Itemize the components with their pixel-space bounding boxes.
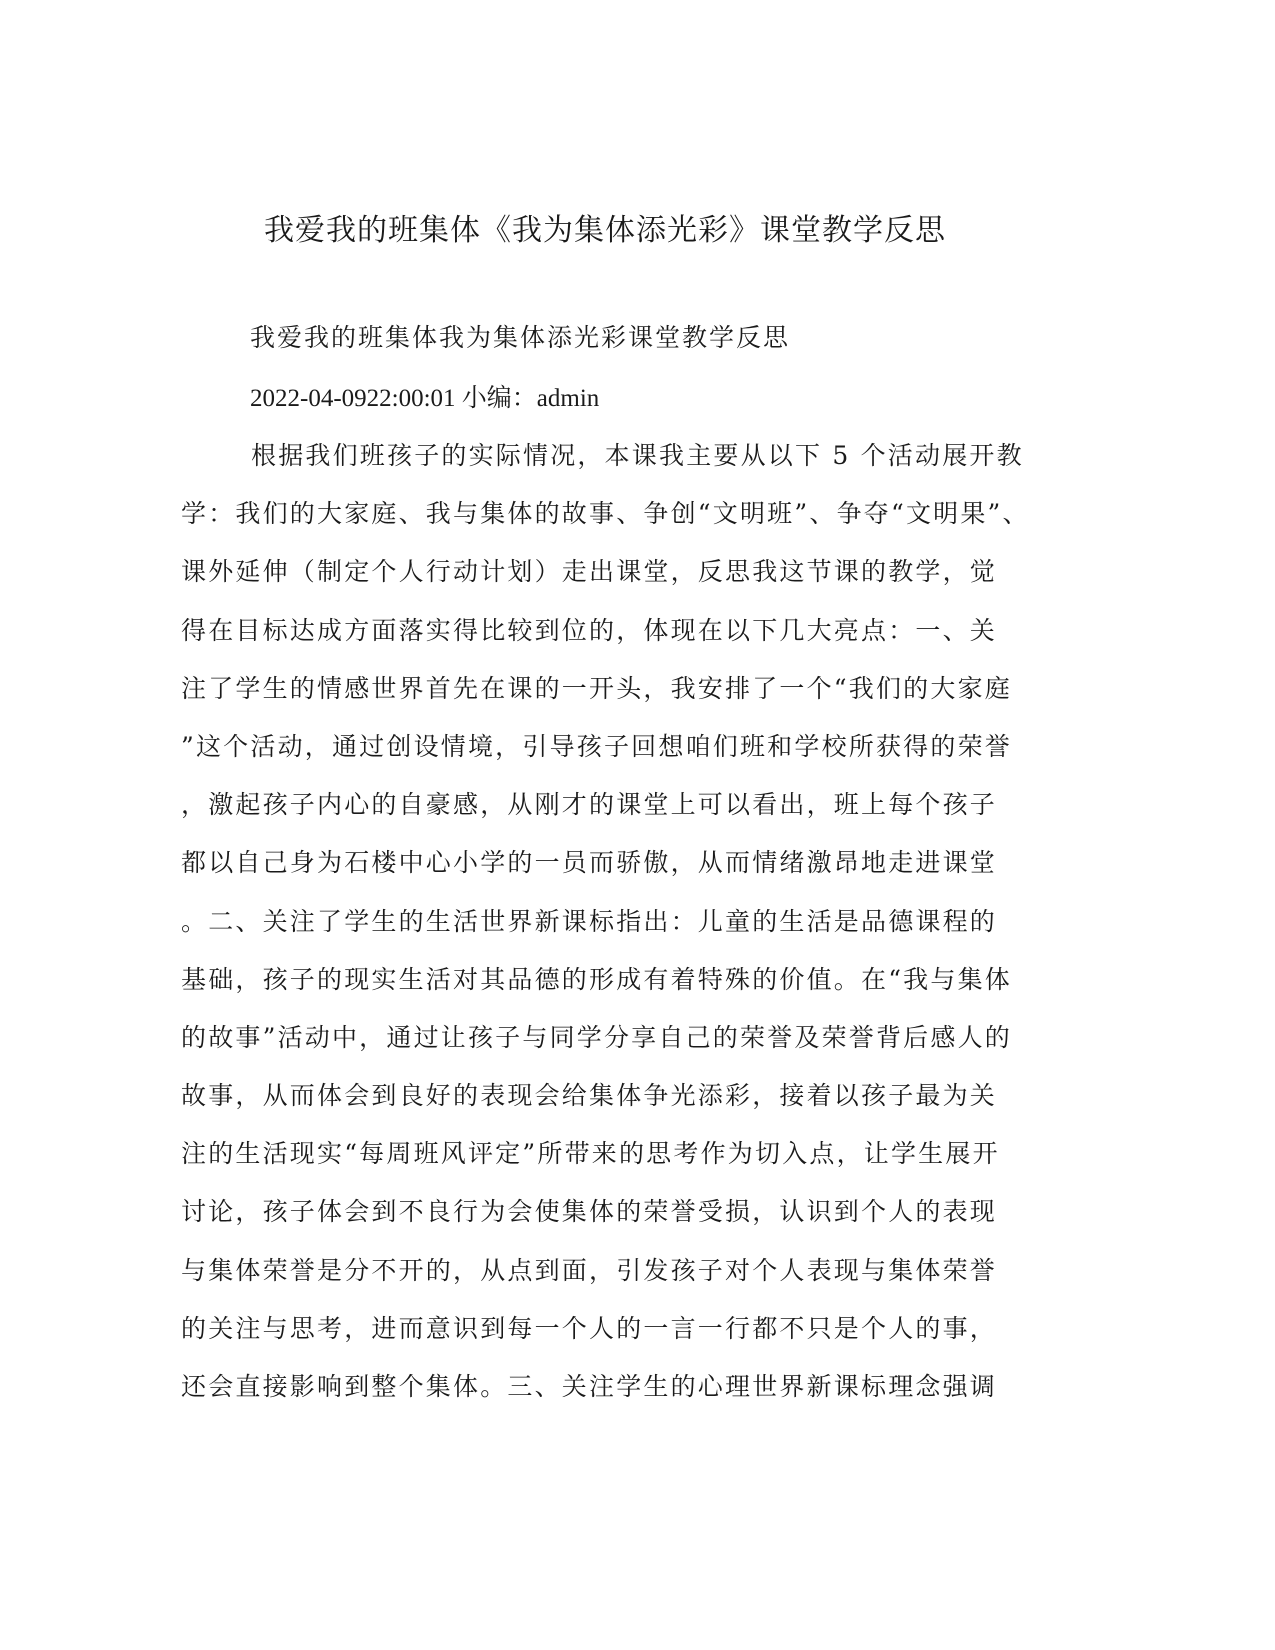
body-line: 得在目标达成方面落实得比较到位的，体现在以下几大亮点：一、关 bbox=[181, 615, 998, 645]
document-subtitle: 我爱我的班集体我为集体添光彩课堂教学反思 bbox=[250, 323, 791, 352]
body-text bbox=[181, 436, 1041, 1425]
body-line: 故事，从而体会到良好的表现会给集体争光添彩，接着以孩子最为关 bbox=[181, 1081, 998, 1111]
body-line: 讨论，孩子体会到不良行为会使集体的荣誉受损，认识到个人的表现 bbox=[181, 1197, 998, 1227]
body-line: 与集体荣誉是分不开的，从点到面，引发孩子对个人表现与集体荣誉 bbox=[181, 1255, 998, 1285]
body-line: ”这个活动，通过创设情境，引导孩子回想咱们班和学校所获得的荣誉 bbox=[181, 731, 1012, 761]
body-line: 注了学生的情感世界首先在课的一开头，我安排了一个“我们的大家庭 bbox=[181, 673, 1012, 703]
body-line: 学：我们的大家庭、我与集体的故事、争创“文明班”、争夺“文明果”、 bbox=[181, 499, 1030, 529]
body-line: 的故事”活动中，通过让孩子与同学分享自己的荣誉及荣誉背后感人的 bbox=[181, 1022, 1012, 1052]
body-line: 课外延伸（制定个人行动计划）走出课堂，反思我这节课的教学，觉 bbox=[181, 557, 998, 587]
body-line: 基础，孩子的现实生活对其品德的形成有着特殊的价值。在“我与集体 bbox=[181, 964, 1012, 994]
body-line: ，激起孩子内心的自豪感，从刚才的课堂上可以看出，班上每个孩子 bbox=[181, 790, 998, 820]
body-line: 根据我们班孩子的实际情况，本课我主要从以下 5 个活动展开教 bbox=[251, 441, 1024, 470]
body-line: 还会直接影响到整个集体。三、关注学生的心理世界新课标理念强调 bbox=[181, 1372, 998, 1401]
body-line: 。二、关注了学生的生活世界新课标指出：儿童的生活是品德课程的 bbox=[181, 906, 998, 936]
document-title: 我爱我的班集体《我为集体添光彩》课堂教学反思 bbox=[264, 213, 946, 248]
body-line: 都以自己身为石楼中心小学的一员而骄傲，从而情绪激昂地走进课堂 bbox=[181, 848, 998, 878]
body-line: 的关注与思考，进而意识到每一个人的一言一行都不只是个人的事， bbox=[181, 1313, 998, 1343]
publish-meta: 2022-04-0922:00:01 小编：admin bbox=[250, 385, 600, 412]
body-line: 注的生活现实“每周班风评定”所带来的思考作为切入点，让学生展开 bbox=[181, 1139, 1000, 1169]
